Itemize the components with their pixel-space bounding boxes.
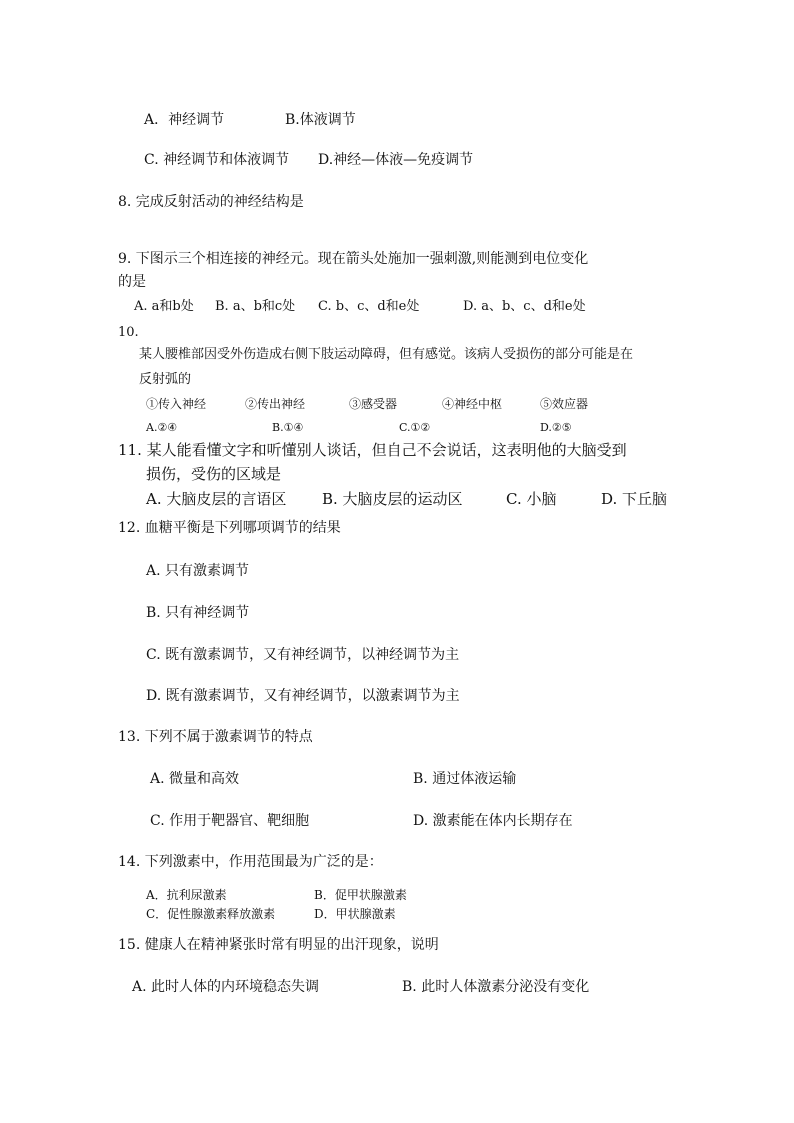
q10-number: 10.	[118, 325, 139, 340]
q13-stem: 13. 下列不属于激素调节的特点	[118, 729, 313, 745]
q11-stem-line2: 损伤，受伤的区域是	[146, 465, 282, 483]
q10-stem-line1: 某人腰椎部因受外伤造成右侧下肢运动障碍，但有感觉。该病人受损伤的部分可能是在	[139, 347, 634, 362]
q10-option-b: B.①④	[272, 421, 304, 434]
q15-option-a: A. 此时人体的内环境稳态失调	[132, 979, 320, 995]
q12-option-c: C. 既有激素调节，又有神经调节，以神经调节为主	[146, 647, 460, 663]
q13-option-c: C. 作用于靶器官、靶细胞	[150, 813, 310, 829]
q13-option-d: D. 激素能在体内长期存在	[413, 813, 573, 829]
q13-option-b: B. 通过体液运输	[413, 771, 517, 787]
q12-option-a: A. 只有激素调节	[146, 563, 250, 579]
q9-stem-line1: 9. 下图示三个相连接的神经元。现在箭头处施加一强刺激,则能测到电位变化	[118, 251, 589, 267]
q14-option-d: D．甲状腺激素	[314, 907, 396, 921]
q10-option-a: A.②④	[146, 421, 178, 434]
q14-stem: 14. 下列激素中，作用范围最为广泛的是：	[118, 854, 383, 870]
q11-option-d: D. 下丘脑	[601, 490, 668, 508]
q9-option-c: C. b、c、d和e处	[318, 299, 420, 314]
q11-option-c: C. 小脑	[506, 490, 557, 508]
q7-option-b: B.体液调节	[285, 112, 356, 128]
q11-option-a: A. 大脑皮层的言语区	[146, 490, 287, 508]
q14-option-a: A．抗利尿激素	[146, 888, 227, 902]
q15-stem: 15. 健康人在精神紧张时常有明显的出汗现象，说明	[118, 937, 439, 953]
q14-option-c: C．促性腺激素释放激素	[146, 907, 276, 921]
q10-option-d: D.②⑤	[540, 421, 572, 434]
q7-option-c: C. 神经调节和体液调节	[144, 152, 290, 168]
q8-stem: 8. 完成反射活动的神经结构是	[118, 194, 304, 210]
q11-stem-line1: 11. 某人能看懂文字和听懂别人谈话，但自己不会说话，这表明他的大脑受到	[118, 441, 627, 459]
q10-option-c: C.①②	[399, 421, 431, 434]
q10-part-2: ②传出神经	[245, 397, 306, 411]
q10-stem-line2: 反射弧的	[139, 372, 192, 387]
q7-option-a: A．神经调节	[144, 112, 225, 128]
q14-option-b: B．促甲状腺激素	[314, 888, 407, 902]
q12-option-d: D. 既有激素调节，又有神经调节，以激素调节为主	[146, 688, 460, 704]
q9-stem-line2: 的是	[118, 274, 146, 290]
q15-option-b: B. 此时人体激素分泌没有变化	[402, 979, 590, 995]
q7-option-d: D.神经—体液—免疫调节	[318, 152, 474, 168]
q12-stem: 12. 血糖平衡是下列哪项调节的结果	[118, 520, 341, 536]
q10-part-1: ①传入神经	[146, 397, 207, 411]
q11-option-b: B. 大脑皮层的运动区	[322, 490, 463, 508]
q9-option-a: A. a和b处	[134, 299, 194, 314]
q10-part-5: ⑤效应器	[540, 397, 589, 411]
q9-option-b: B. a、b和c处	[215, 299, 296, 314]
q10-part-3: ③感受器	[349, 397, 398, 411]
q12-option-b: B. 只有神经调节	[146, 605, 250, 621]
q9-option-d: D. a、b、c、d和e处	[463, 299, 586, 314]
q10-part-4: ④神经中枢	[442, 397, 503, 411]
q13-option-a: A. 微量和高效	[150, 771, 240, 787]
